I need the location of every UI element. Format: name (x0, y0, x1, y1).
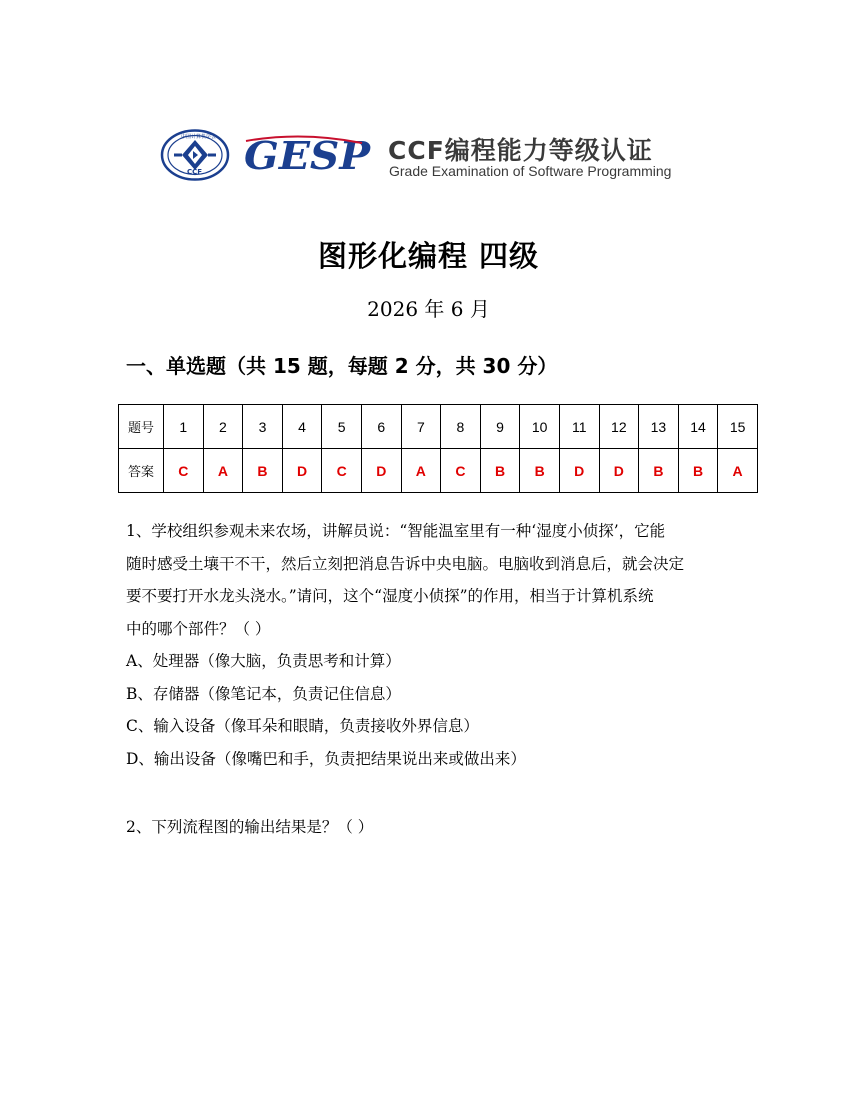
question-stem-line: 中的哪个部件？（ ） (126, 619, 271, 638)
question-number: 3 (243, 405, 283, 449)
option-d: D、输出设备（像嘴巴和手，负责把结果说出来或做出来） (126, 749, 526, 768)
question-number: 15 (718, 405, 758, 449)
answer-cell: B (480, 449, 520, 493)
answer-cell: D (599, 449, 639, 493)
ccf-seal-text: 中国计算机学会 (181, 134, 217, 140)
answer-row (119, 449, 758, 493)
header-logos (160, 127, 700, 183)
question-number: 8 (441, 405, 481, 449)
question-number: 9 (480, 405, 520, 449)
question-1 (126, 515, 741, 775)
answer-cell: C (441, 449, 481, 493)
question-number: 6 (361, 405, 401, 449)
section-title: 一、单选题（共 15 题，每题 2 分，共 30 分） (126, 354, 558, 378)
exam-title: 图形化编程 四级 (317, 239, 540, 273)
question-number-row (119, 405, 758, 449)
question-number: 7 (401, 405, 441, 449)
answer-cell: B (678, 449, 718, 493)
exam-date: 2026 年 6 月 (367, 297, 490, 321)
question-number: 2 (203, 405, 243, 449)
answer-cell: B (243, 449, 283, 493)
question-number: 11 (559, 405, 599, 449)
option-c: C、输入设备（像耳朵和眼睛，负责接收外界信息） (126, 717, 479, 735)
question-stem-line: 随时感受土壤干不干，然后立刻把消息告诉中央电脑。电脑收到消息后，就会决定 (126, 554, 685, 573)
gesp-logo-text: GESP (244, 135, 372, 175)
question-stem-line: 要不要打开水龙头浇水。”请问，这个“湿度小侦探”的作用，相当于计算机系统 (126, 587, 654, 605)
answer-cell: A (401, 449, 441, 493)
answer-cell: A (718, 449, 758, 493)
answer-cell: A (203, 449, 243, 493)
answer-cell: B (520, 449, 560, 493)
answer-cell: B (639, 449, 679, 493)
answer-cell: C (322, 449, 362, 493)
question-number: 1 (164, 405, 204, 449)
gesp-logo (242, 135, 372, 175)
question-stem-line: 2、下列流程图的输出结果是？（ ） (126, 818, 374, 836)
question-number: 4 (282, 405, 322, 449)
question-number: 14 (678, 405, 718, 449)
answer-cell: D (559, 449, 599, 493)
question-2 (126, 811, 741, 844)
option-a: A、处理器（像大脑，负责思考和计算） (126, 652, 401, 670)
answer-cell: C (164, 449, 204, 493)
certification-subtitle: Grade Examination of Software Programming (389, 163, 672, 179)
row-label-number: 题号 (119, 405, 164, 449)
option-b: B、存储器（像笔记本，负责记住信息） (126, 684, 401, 703)
certification-title: CCF编程能力等级认证 (388, 136, 653, 165)
question-stem-line: 1、学校组织参观未来农场，讲解员说：“智能温室里有一种‘湿度小侦探’，它能 (126, 522, 666, 540)
row-label-answer: 答案 (119, 449, 164, 493)
answer-cell: D (282, 449, 322, 493)
question-number: 13 (639, 405, 679, 449)
question-number: 5 (322, 405, 362, 449)
answer-table (118, 404, 758, 493)
answer-cell: D (361, 449, 401, 493)
question-number: 10 (520, 405, 560, 449)
question-number: 12 (599, 405, 639, 449)
ccf-seal-abbr: CCF (187, 168, 203, 176)
